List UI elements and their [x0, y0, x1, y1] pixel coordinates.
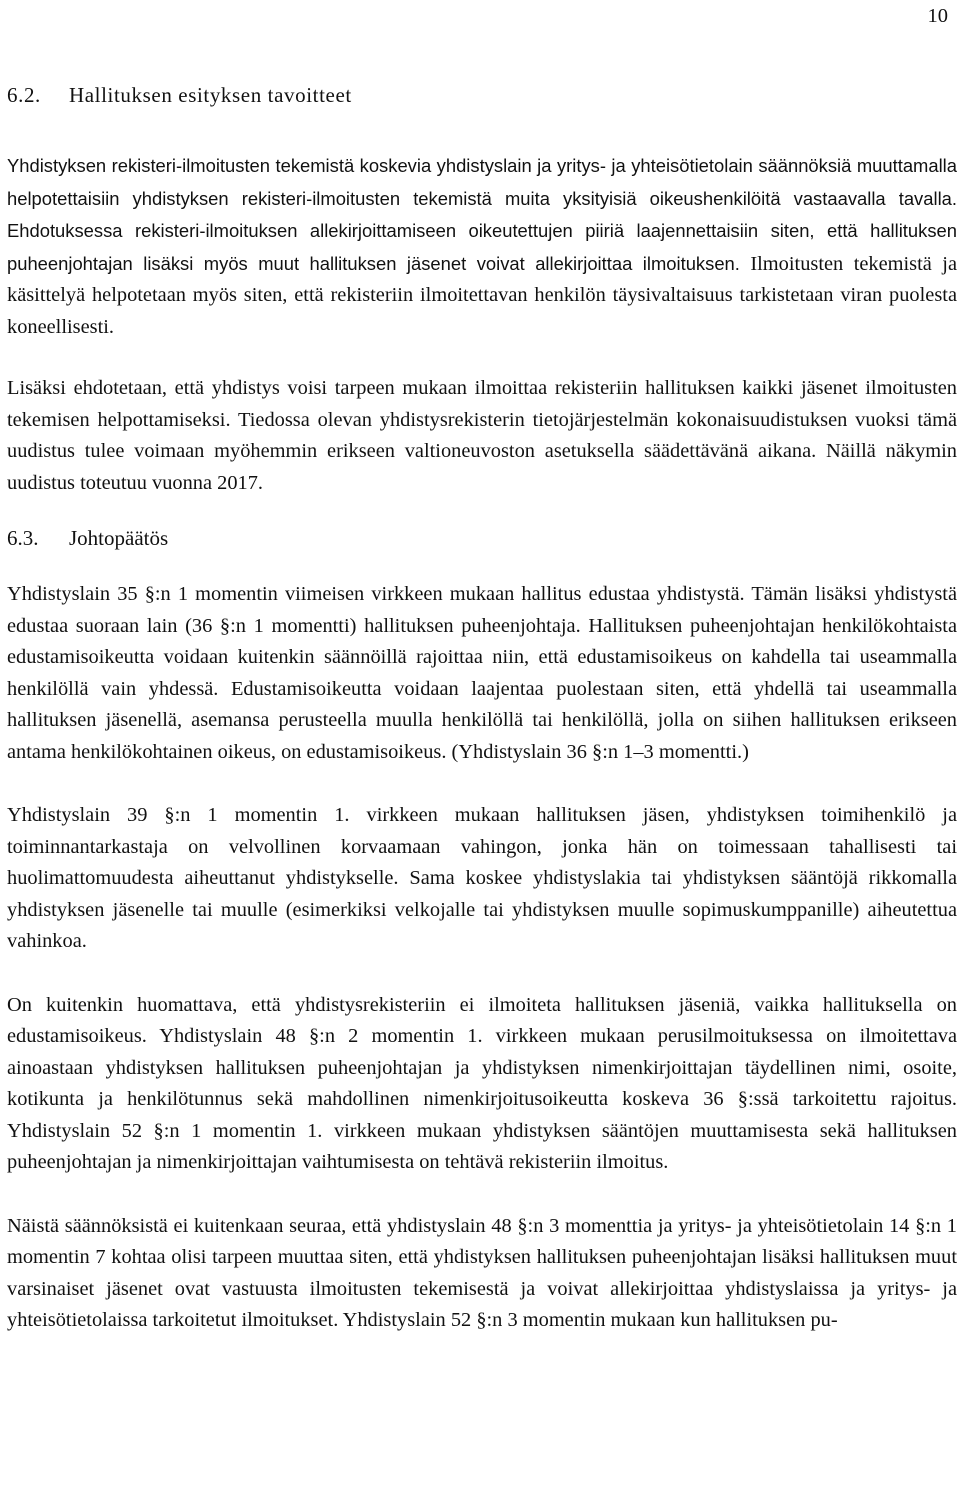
paragraph-2: Lisäksi ehdotetaan, että yhdistys voisi tarpeen mukaan ilmoittaa rekisteriin hallituksen kaikki jäsenet ilmoitusten tekemisen helpottamiseksi. Tiedossa olevan yhdistysrekisterin tietojärjestelmän kokonaisuudistuksen vuoksi tämä uudistus tulee voimaan myöhemmin erikseen valtioneuvoston asetuksella säädettävänä aikana. Näillä näkymin uudistus toteutuu vuonna 2017.: [7, 377, 957, 494]
document-body: [7, 80, 957, 1337]
paragraph-1: [7, 150, 957, 343]
section-heading-6-2: [7, 80, 957, 110]
paragraph-6: Näistä säännöksistä ei kuitenkaan seuraa, että yhdistyslain 48 §:n 3 momenttia ja yritys- ja yhteisötietolain 14 §:n 1 momentin 7 kohtaa olisi tarpeen muuttaa siten, että yhdistyksen hallituksen puheenjohtajan lisäksi hallituksen muut varsinaiset jäsenet ovat vastuusta ilmoitusten tekemisestä ja voivat allekirjoittaa yhdistyslaissa ja yritys- ja yhteisötietolaissa tarkoitetut ilmoitukset. Yhdistyslain 52 §:n 3 momentin mukaan kun hallituksen pu-: [7, 1214, 957, 1331]
section-title: Hallituksen esityksen tavoitteet: [69, 83, 352, 107]
paragraph-4: Yhdistyslain 39 §:n 1 momentin 1. virkkeen mukaan hallituksen jäsen, yhdistyksen toimihenkilö ja toiminnantarkastaja on velvollinen korvaamaan vahingon, jonka hän on toimessaan tahallisesti tai huolimattomuudesta aiheuttanut yhdistykselle. Sama koskee yhdistyslakia tai yhdistyksen sääntöjä rikkomalla yhdistyksen jäsenelle tai muulle (esimerkiksi velkojalle tai yhdistyksen muulle sopimuskumppanille) aiheutettua vahinkoa.: [7, 804, 957, 952]
paragraph-3: Yhdistyslain 35 §:n 1 momentin viimeisen virkkeen mukaan hallitus edustaa yhdistystä. Tämän lisäksi yhdistystä edustaa suoraan lain (36 §:n 1 momentti) hallituksen puheenjohtaja. Hallituksen puheenjohtajan henkilökohtaista edustamisoikeutta voidaan kuitenkin säännöillä rajoittaa niin, että edustamisoikeus on kahdella tai useammalla henkilöllä vain yhdessä. Edustamisoikeutta voidaan laajentaa puolestaan siten, että yhdellä tai useammalla hallituksen jäsenellä, asemansa perusteella muulla henkilöllä tai henkilöllä, jolla on siihen hallituksen erikseen antama henkilökohtainen oikeus, on edustamisoikeus. (Yhdistyslain 36 §:n 1–3 momentti.): [7, 583, 957, 763]
section-title: Johtopäätös: [69, 526, 169, 550]
paragraph-5: On kuitenkin huomattava, että yhdistysrekisteriin ei ilmoiteta hallituksen jäseniä, vaikka hallituksella on edustamisoikeus. Yhdistyslain 48 §:n 2 momentin 1. virkkeen mukaan perusilmoituksessa on ilmoitettava ainoastaan yhdistyksen hallituksen puheenjohtajan ja yhdistyksen nimenkirjoittajan täydellinen nimi, osoite, kotikunta ja henkilötunnus sekä mahdollinen nimenkirjoitusoikeutta koskeva 36 §:ssä tarkoitettu rajoitus. Yhdistyslain 52 §:n 1 momentin 1. virkkeen mukaan yhdistyksen sääntöjen muuttamisesta sekä hallituksen puheenjohtajan ja nimenkirjoittajan vaihtumisesta on tehtävä rekisteriin ilmoitus.: [7, 993, 957, 1173]
paragraph-1-part-b: Ilmoitusten tekemistä ja käsittelyä helpotetaan myös siten, että rekisteriin ilmoitettavan henkilön täysivaltaisuus tarkistetaan viran puolesta koneellisesti.: [7, 252, 957, 338]
section-number: 6.2.: [7, 83, 41, 107]
page-number: 10: [927, 5, 948, 27]
section-heading-6-3: [7, 523, 957, 553]
paragraph-1-part-a: Yhdistyksen rekisteri-ilmoitusten tekemistä koskevia yhdistyslain ja yritys- ja yhteisötietolain säännöksiä muuttamalla helpotettaisiin yhdistyksen rekisteri-ilmoitusten tekemistä muita yksityisiä oikeushenkilöitä vastaavalla tavalla. Ehdotuksessa rekisteri-ilmoituksen allekirjoittamiseen oikeutettujen piiriä laajennettaisiin siten, että hallituksen puheenjohtajan lisäksi myös muut hallituksen jäsenet voivat allekirjoittaa ilmoituksen.: [7, 155, 957, 274]
section-number: 6.3.: [7, 526, 39, 550]
